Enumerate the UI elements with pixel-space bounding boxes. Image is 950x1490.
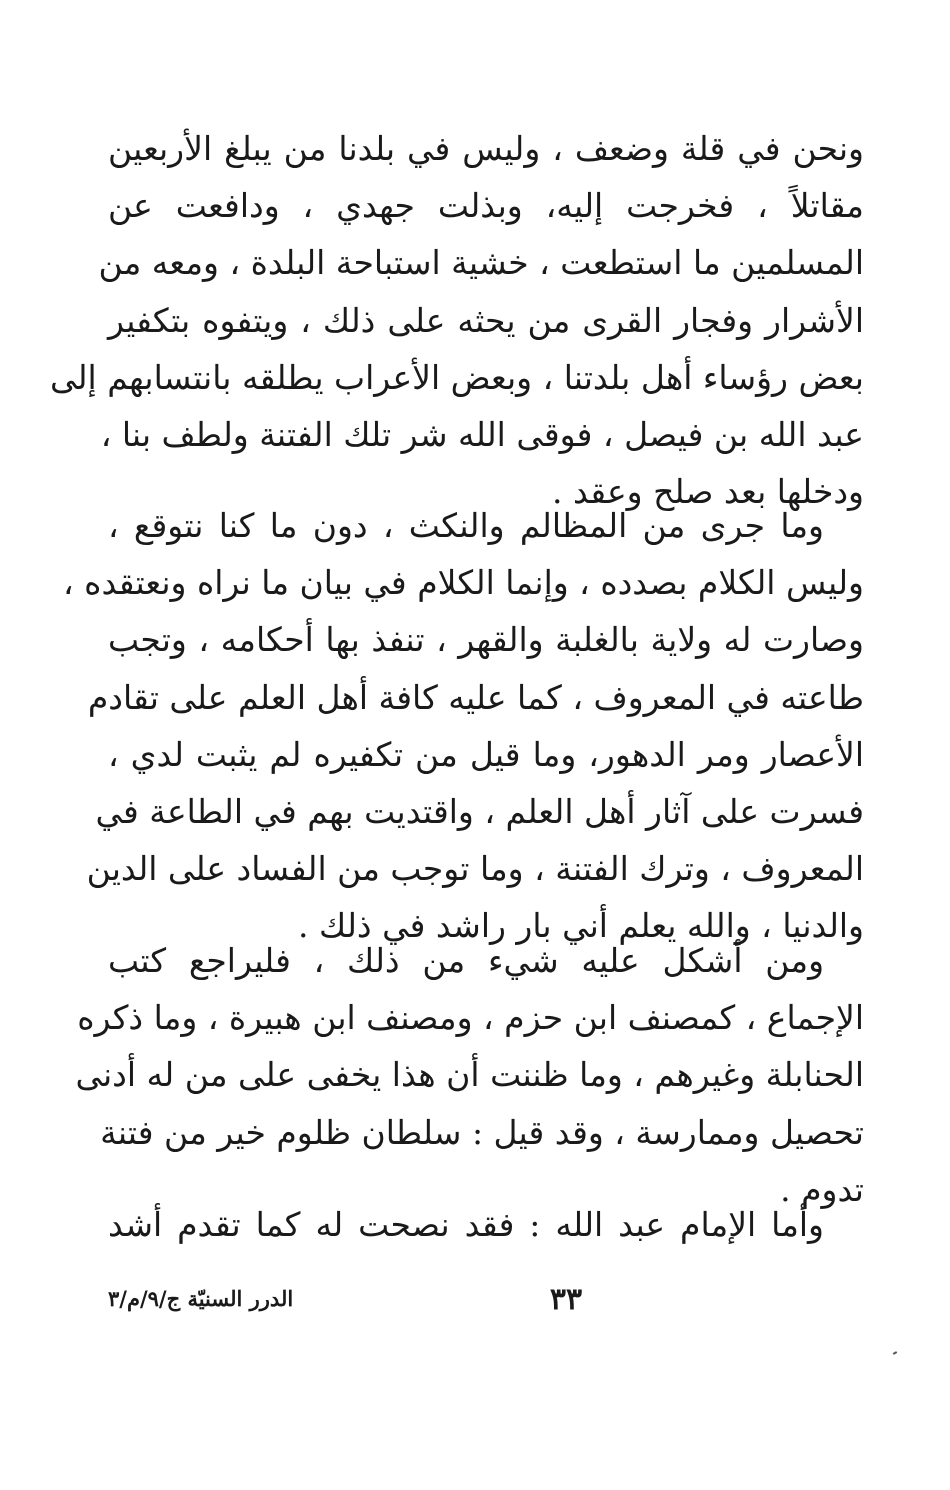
- page-footer: [108, 1282, 864, 1322]
- text-line: الأشرار وفجار القرى من يحثه على ذلك ، ويتفوه بتكفير: [108, 300, 864, 340]
- text-line: وأما الإمام عبد الله : فقد نصحت له كما تقدم أشد: [108, 1205, 824, 1244]
- text-line: الأعصار ومر الدهور، وما قيل من تكفيره لم يثبت لدي ،: [108, 734, 864, 774]
- paragraph-3: [75, 932, 864, 1218]
- text-line: مقاتلاً ، فخرجت إليه، وبذلت جهدي ، ودافعت عن: [108, 186, 864, 226]
- paragraph-4: [108, 1196, 864, 1253]
- text-line: المعروف ، وترك الفتنة ، وما توجب من الفساد على الدين: [86, 849, 864, 889]
- paragraph-1: [50, 120, 864, 520]
- text-line: وليس الكلام بصدده ، وإنما الكلام في بيان ما نراه ونعتقده ،: [63, 563, 864, 603]
- text-line: والدنيا ، والله يعلم أني بار راشد في ذلك .: [298, 906, 864, 946]
- text-line: الإجماع ، كمصنف ابن حزم ، ومصنف ابن هبيرة ، وما ذكره: [77, 998, 864, 1038]
- text-line: وما جرى من المظالم والنكث ، دون ما كنا نتوقع ،: [108, 506, 824, 545]
- paragraph-2: [63, 497, 864, 955]
- text-line: تحصيل وممارسة ، وقد قيل : سلطان ظلوم خير من فتنة: [100, 1112, 864, 1152]
- text-line: بعض رؤساء أهل بلدتنا ، وبعض الأعراب يطلقه بانتسابهم إلى: [50, 357, 864, 397]
- text-line: عبد الله بن فيصل ، فوقى الله شر تلك الفتنة ولطف بنا ،: [100, 414, 864, 454]
- source-reference: الدرر السنيّة ج/٩/م/٣: [108, 1286, 294, 1311]
- text-line: الحنابلة وغيرهم ، وما ظننت أن هذا يخفى على من له أدنى: [75, 1055, 864, 1095]
- text-line: ونحن في قلة وضعف ، وليس في بلدنا من يبلغ الأربعين: [108, 129, 864, 168]
- text-line: وصارت له ولاية بالغلبة والقهر ، تنفذ بها أحكامه ، وتجب: [108, 620, 864, 660]
- text-line: فسرت على آثار أهل العلم ، واقتديت بهم في الطاعة في: [95, 791, 864, 831]
- text-line: ودخلها بعد صلح وعقد .: [552, 472, 864, 512]
- scan-speck: [893, 1351, 897, 1355]
- page-number: ٣٣: [549, 1282, 583, 1317]
- text-line: تدوم .: [780, 1169, 864, 1209]
- text-line: طاعته في المعروف ، كما عليه كافة أهل العلم على تقادم: [87, 677, 864, 717]
- text-line: ومن أشكل عليه شيء من ذلك ، فليراجع كتب: [108, 941, 824, 980]
- text-line: المسلمين ما استطعت ، خشية استباحة البلدة ، ومعه من: [98, 243, 864, 283]
